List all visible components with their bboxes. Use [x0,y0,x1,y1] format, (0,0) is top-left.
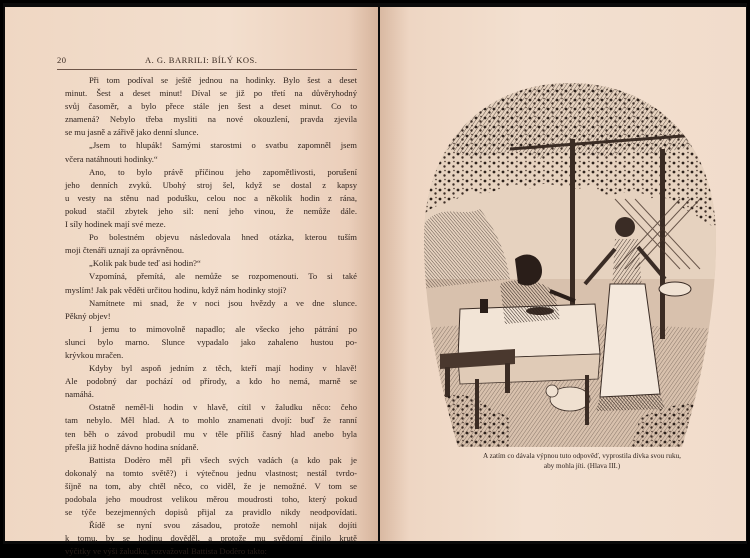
text-line: Battista Dodèro měl při všech svých vadách (a kdo pak je [89,454,357,465]
caption-line: aby mohla jíti. (Hlava III.) [543,462,621,470]
header-rule [57,69,357,70]
text-line: znamená? Nebylo třeba mysliti na nové okouzlení, pravda zjevila [65,114,357,125]
text-line: Ano, to bylo právě příčinou jeho zapomětlivosti, porušení [89,166,357,177]
text-line: myslím! Jak pak věděti určitou hodinu, když nám hodinky stojí? [65,284,287,295]
text-line: „Jsem to hlupák! Samými starostmi o svatbu zapomněl jsem [89,140,357,151]
text-line: minut. Šest a deset minut! Díval se již po třetí na důvěryhodný [65,88,357,99]
text-line: Řídě se nyní svou zásadou, protože nemohl nijak dojíti [89,520,357,531]
text-line: tam nebylo. Měl hlad. A to mohlo znamenati dvojí: buď že ranní [65,415,357,426]
text-line: pokud stačil zbytek jeho sil: není jeho vinou, že nemůže dále. [65,205,357,216]
text-line: jeho denních zvyků. Ubohý stroj šel, když se dostal z kapsy [65,179,357,190]
text-line: slunci bylo marno. Slunce vypadalo jako zahaleno hustou po- [65,336,357,347]
body-text [65,74,357,558]
text-line: k tomu, by se hodinu dověděl, a protože mu svědomí činilo krutě [65,533,357,544]
text-line: Namítnete mi snad, že v noci jsou hvězdy a ve dne slunce. [89,297,357,308]
page-number: 20 [57,55,67,65]
text-line: I jemu to mimovolně napadlo; ale všecko jeho pátrání po [89,323,357,334]
text-line: Ostatně neměl-li hodin v hlavě, cítil v žaludku něco: čeho [89,402,357,413]
text-line: namáhá. [65,389,94,400]
text-line: se mu jasně a zářivě jako denní slunce. [65,127,199,138]
text-line: přešla již hodně dávno hodina snídaně. [65,441,199,452]
text-line: moji čtenáři uznají za oprávněnou. [65,245,185,256]
illustration-caption [432,451,732,471]
text-line: Kdyby byl aspoň jedním z těch, kteří mají hodiny v hlavě! [89,363,357,374]
right-page [380,7,746,541]
page-header [57,55,357,67]
text-line: krývkou mračen. [65,349,124,360]
caption-line: A zatím co dávala výpnou tuto odpověď, vyprostila dívka svou ruku, [483,452,681,460]
text-line: Vzpomíná, přemítá, ale nemůže se rozpomenouti. To si také [89,271,357,282]
text-line: svůj časoměr, a bylo přece stále jen šest a deset minut. Co to [65,101,357,112]
text-line: Pěkný objev! [65,310,111,321]
text-line: dokonalý na tomto světě?) i výtečnou jednu vlastnost; nestál tvrdo- [65,467,357,478]
garden-illustration [420,79,720,449]
text-line: ten běh o závod probudil mu v těle příliš časný hlad anebo byla [65,428,357,439]
text-line: Po bolestném objevu následovala hned otázka, kterou tuším [89,232,357,243]
open-book [3,3,747,557]
text-line: Při tom podíval se ještě jednou na hodinky. Bylo šest a deset [89,75,357,85]
text-line: podobala jeho moudrost velikou měrou moudrosti toho, který pokud [65,494,357,504]
illustration-vignette [420,79,720,449]
text-line: včera natáhnouti hodinky.“ [65,153,158,164]
text-line: se týče bezejmenných dopisů přijal za pravidlo nikdy neodpovídati. [65,507,357,518]
text-line: u vesty na stěnu nad podušku, celou noc a několik hodin z rána, [65,192,357,203]
text-line: výčitky ve výši žaludku, rozvažoval Battista Dodèro takto: [65,546,267,557]
left-page [5,7,378,557]
text-line: I síly hodinek mají své meze. [65,219,166,230]
running-title: A. G. BARRILI: BÍLÝ KOS. [145,55,258,65]
text-line: šíjně na tom, aby chtěl něco, co viděl, že je nemožné. V tom se [65,480,357,491]
text-line: „Kolik pak bude teď asi hodin?“ [89,258,201,269]
text-line: Ale podobný dar pochází od přírody, a kdo ho nemá, marně se [65,376,357,387]
